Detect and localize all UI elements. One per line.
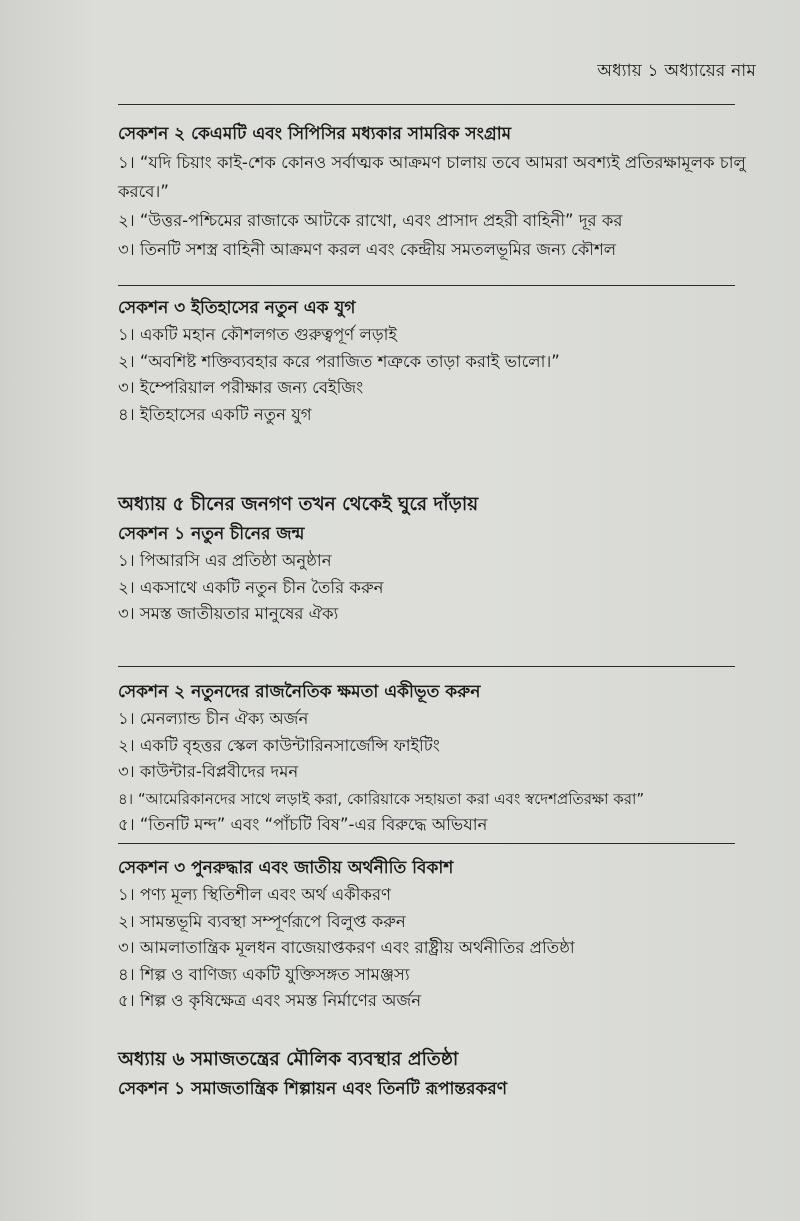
section-title: সেকশন ২ নতুনদের রাজনৈতিক ক্ষমতা একীভূত করুন	[118, 682, 481, 702]
list-item: ৪। “আমেরিকানদের সাথে লড়াই করা, কোরিয়াকে সহায়তা করা এবং স্বদেশপ্রতিরক্ষা করা”	[118, 789, 645, 808]
list-item: ১। পণ্য মূল্য স্থিতিশীল এবং অর্থ একীকরণ	[118, 885, 392, 904]
list-item: ১। মেনল্যান্ড চীন ঐক্য অর্জন	[118, 709, 309, 728]
list-item: ২। একসাথে একটি নতুন চীন তৈরি করুন	[118, 577, 384, 597]
section-title: সেকশন ১ নতুন চীনের জন্ম	[118, 524, 305, 544]
list-item: ২। “অবশিষ্ট শক্তিব্যবহার করে পরাজিত শত্রুকে তাড়া করাই ভালো।”	[118, 351, 560, 371]
list-item: ৩। তিনটি সশস্ত্র বাহিনী আক্রমণ করল এবং কেন্দ্রীয় সমতলভূমির জন্য কৌশল	[118, 239, 617, 259]
list-item: ২। সামন্তভূমি ব্যবস্থা সম্পূর্ণরূপে বিলুপ্ত করুন	[118, 911, 406, 931]
list-item: ৩। সমস্ত জাতীয়তার মানুষের ঐক্য	[118, 604, 339, 623]
list-item: ৩। আমলাতান্ত্রিক মূলধন বাজেয়াপ্তকরণ এবং রাষ্ট্রীয় অর্থনীতির প্রতিষ্ঠা	[118, 938, 575, 957]
list-item: ১। পিআরসি এর প্রতিষ্ঠা অনুষ্ঠান	[118, 551, 332, 570]
divider-rule	[118, 666, 735, 667]
chapter-block	[118, 1045, 758, 1103]
section-title: সেকশন ৩ পুনরুদ্ধার এবং জাতীয় অর্থনীতি বিকাশ	[118, 858, 454, 878]
running-header: অধ্যায় ১ অধ্যায়ের নাম	[597, 61, 756, 81]
list-item: ৩। ইম্পেরিয়াল পরীক্ষার জন্য বেইজিং	[118, 378, 364, 397]
list-item: ১। একটি মহান কৌশলগত গুরুত্বপূর্ণ লড়াই	[118, 325, 397, 344]
section-block	[118, 294, 758, 428]
list-item: ৫। শিল্প ও কৃষিক্ষেত্র এবং সমস্ত নির্মাণের অর্জন	[118, 991, 422, 1010]
list-item: ৪। ইতিহাসের একটি নতুন যুগ	[118, 404, 312, 424]
chapter-title: অধ্যায় ৬ সমাজতন্ত্রের মৌলিক ব্যবস্থার প্রতিষ্ঠা	[118, 1049, 459, 1070]
section-title: সেকশন ১ সমাজতান্ত্রিক শিল্পায়ন এবং তিনটি রূপান্তরকরণ	[118, 1079, 508, 1099]
divider-rule	[118, 285, 735, 286]
section-block	[118, 120, 758, 263]
list-item: ২। একটি বৃহত্তর স্কেল কাউন্টারিনসার্জেন্সি ফাইটিং	[118, 735, 440, 755]
divider-rule	[118, 843, 735, 844]
chapter-title: অধ্যায় ৫ চীনের জনগণ তখন থেকেই ঘুরে দাঁড়ায়	[118, 494, 479, 515]
section-title: সেকশন ২ কেএমটি এবং সিপিসির মধ্যকার সামরিক সংগ্রাম	[118, 124, 512, 144]
section-block	[118, 854, 758, 1015]
section-title: সেকশন ৩ ইতিহাসের নতুন এক যুগ	[118, 298, 356, 318]
divider-rule	[118, 104, 735, 105]
section-block	[118, 678, 758, 839]
list-item: ৩। কাউন্টার-বিপ্লবীদের দমন	[118, 762, 299, 781]
list-item: ৪। শিল্প ও বাণিজ্য একটি যুক্তিসঙ্গত সামঞ্জস্য	[118, 964, 410, 984]
chapter-block	[118, 490, 758, 628]
list-item: ৫। “তিনটি মন্দ” এবং “পাঁচটি বিষ”-এর বিরুদ্ধে অভিযান	[118, 815, 488, 834]
list-item: ১। “যদি চিয়াং কাই-শেক কোনও সর্বাত্মক আক্রমণ চালায় তবে আমরা অবশ্যই প্রতিরক্ষামূলক চালু করবে।”	[118, 153, 746, 201]
list-item: ২। “উত্তর-পশ্চিমের রাজাকে আটকে রাখো, এবং প্রাসাদ প্রহরী বাহিনী” দূর কর	[118, 211, 623, 230]
